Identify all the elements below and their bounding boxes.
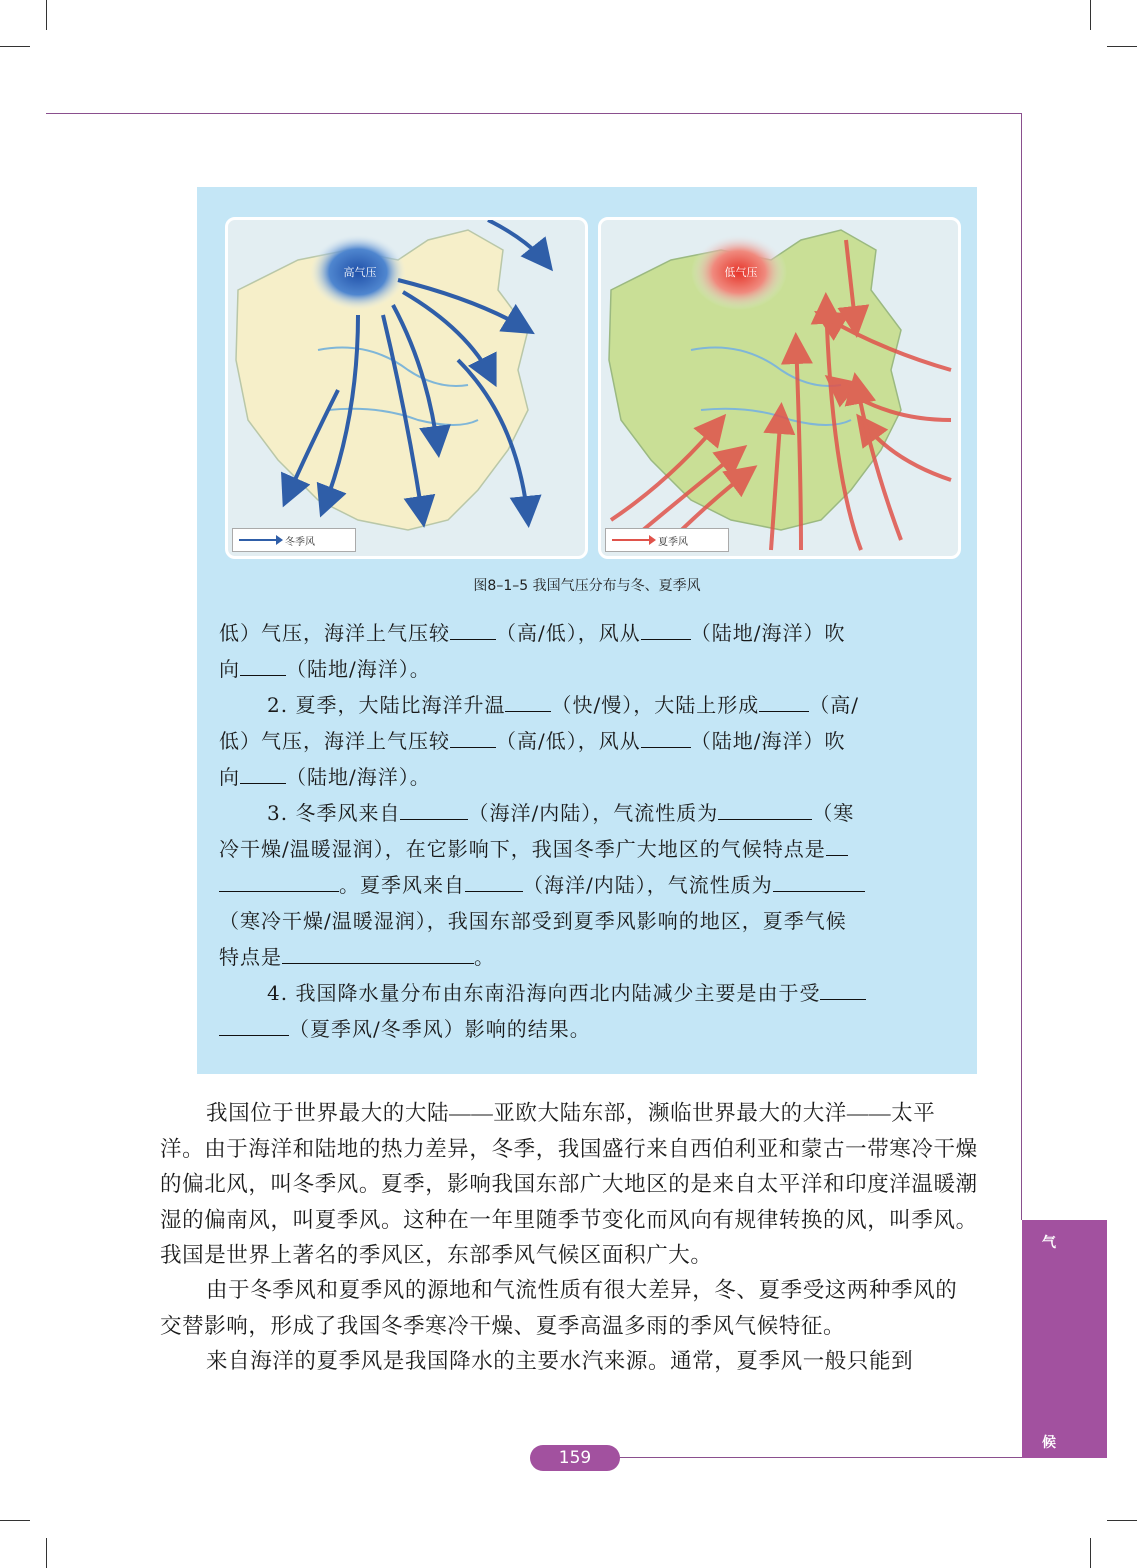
pressure-label: 低气压 — [724, 266, 758, 279]
answer-blank — [450, 725, 496, 748]
crop-mark — [1107, 46, 1137, 47]
arrow-icon — [612, 539, 652, 541]
crop-mark — [46, 0, 47, 30]
question-text: （海洋/内陆），气流性质为 — [523, 873, 773, 897]
question-line — [219, 939, 957, 975]
answer-blank — [505, 689, 551, 712]
page-frame-top — [46, 113, 1022, 114]
question-text: 2. 夏季，大陆比海洋升温 — [267, 693, 506, 717]
crop-mark — [0, 1520, 30, 1521]
question-line — [219, 687, 957, 723]
arrow-icon — [239, 539, 279, 541]
question-line — [219, 831, 957, 867]
answer-blank — [759, 689, 809, 712]
question-text: 4. 我国降水量分布由东南沿海向西北内陆减少主要是由于受 — [267, 981, 821, 1005]
body-paragraph: 由于冬季风和夏季风的源地和气流性质有很大差异，冬、夏季受这两种季风的交替影响，形成了我国冬季寒冷干燥、夏季高温多雨的季风气候特征。 — [160, 1278, 958, 1338]
question-line — [219, 651, 957, 687]
question-text: （陆地/海洋）。 — [286, 765, 431, 789]
page-frame-right — [1021, 113, 1022, 1220]
answer-blank — [641, 725, 691, 748]
question-text: （高/ — [809, 693, 859, 717]
answer-blank — [400, 797, 468, 820]
answer-blank — [219, 869, 339, 892]
question-text: 低）气压，海洋上气压较 — [219, 621, 450, 645]
question-line — [219, 867, 957, 903]
crop-mark — [1090, 0, 1091, 30]
answer-blank — [240, 653, 286, 676]
answer-blank — [240, 761, 286, 784]
question-text: 特点是 — [219, 945, 282, 969]
question-text: （夏季风/冬季风）影响的结果。 — [289, 1017, 591, 1041]
side-tab-label-top: 气 — [1042, 1235, 1056, 1251]
question-text: 。 — [474, 945, 495, 969]
chapter-side-tab — [1022, 1220, 1107, 1458]
answer-blank — [718, 797, 812, 820]
question-line — [219, 1011, 957, 1047]
question-line — [219, 795, 957, 831]
activity-box — [197, 187, 977, 1074]
summer-map-graphic — [601, 220, 958, 556]
crop-mark — [1107, 1520, 1137, 1521]
question-text: （陆地/海洋）吹 — [690, 621, 846, 645]
crop-mark — [1090, 1538, 1091, 1568]
answer-blank — [641, 617, 691, 640]
answer-blank — [450, 617, 496, 640]
winter-monsoon-map — [225, 217, 588, 559]
winter-map-graphic — [228, 220, 585, 556]
question-text: 冷干燥/温暖湿润），在它影响下，我国冬季广大地区的气候特点是 — [219, 837, 826, 861]
answer-blank — [219, 1013, 289, 1036]
answer-blank — [773, 869, 865, 892]
page-number: 159 — [530, 1445, 620, 1471]
question-text: 。夏季风来自 — [339, 873, 465, 897]
legend-label: 夏季风 — [658, 536, 688, 548]
answer-blank — [820, 977, 866, 1000]
map-legend — [232, 528, 356, 552]
map-legend — [605, 528, 729, 552]
question-text: 3. 冬季风来自 — [267, 801, 401, 825]
crop-mark — [0, 46, 30, 47]
question-text: 向 — [219, 657, 240, 681]
question-text: （寒冷干燥/温暖湿润），我国东部受到夏季风影响的地区，夏季气候 — [219, 909, 847, 933]
question-line — [219, 723, 957, 759]
question-line — [219, 903, 957, 939]
legend-label: 冬季风 — [285, 536, 315, 548]
question-text: （高/低），风从 — [496, 621, 641, 645]
question-text: （陆地/海洋）。 — [286, 657, 431, 681]
question-line — [219, 759, 957, 795]
question-text: 向 — [219, 765, 240, 789]
pressure-label: 高气压 — [343, 266, 377, 279]
question-text: （高/低），风从 — [496, 729, 641, 753]
question-line — [219, 615, 957, 651]
question-text: （海洋/内陆），气流性质为 — [468, 801, 719, 825]
body-paragraph: 来自海洋的夏季风是我国降水的主要水汽来源。通常，夏季风一般只能到 — [206, 1349, 914, 1373]
figure-caption: 图8–1–5 我国气压分布与冬、夏季风 — [473, 578, 701, 594]
crop-mark — [46, 1538, 47, 1568]
answer-blank — [282, 941, 474, 964]
question-text: （快/慢），大陆上形成 — [551, 693, 760, 717]
answer-blank — [826, 833, 848, 856]
question-text: （陆地/海洋）吹 — [690, 729, 846, 753]
question-text: （寒 — [812, 801, 855, 825]
question-text: 低）气压，海洋上气压较 — [219, 729, 450, 753]
question-line — [219, 975, 957, 1011]
answer-blank — [465, 869, 523, 892]
side-tab-label-bottom: 候 — [1042, 1435, 1056, 1451]
body-paragraph: 我国位于世界最大的大陆——亚欧大陆东部，濒临世界最大的大洋——太平洋。由于海洋和陆地的热力差异，冬季，我国盛行来自西伯利亚和蒙古一带寒冷干燥的偏北风，叫冬季风。夏季，影响我国东部广大地区的是来自太平洋和印度洋温暖潮湿的偏南风，叫夏季风。这种在一年里随季节变化而风向有规律转换的风，叫季风。我国是世界上著名的季风区，东部季风气候区面积广大。 — [160, 1101, 978, 1267]
summer-monsoon-map — [598, 217, 961, 559]
